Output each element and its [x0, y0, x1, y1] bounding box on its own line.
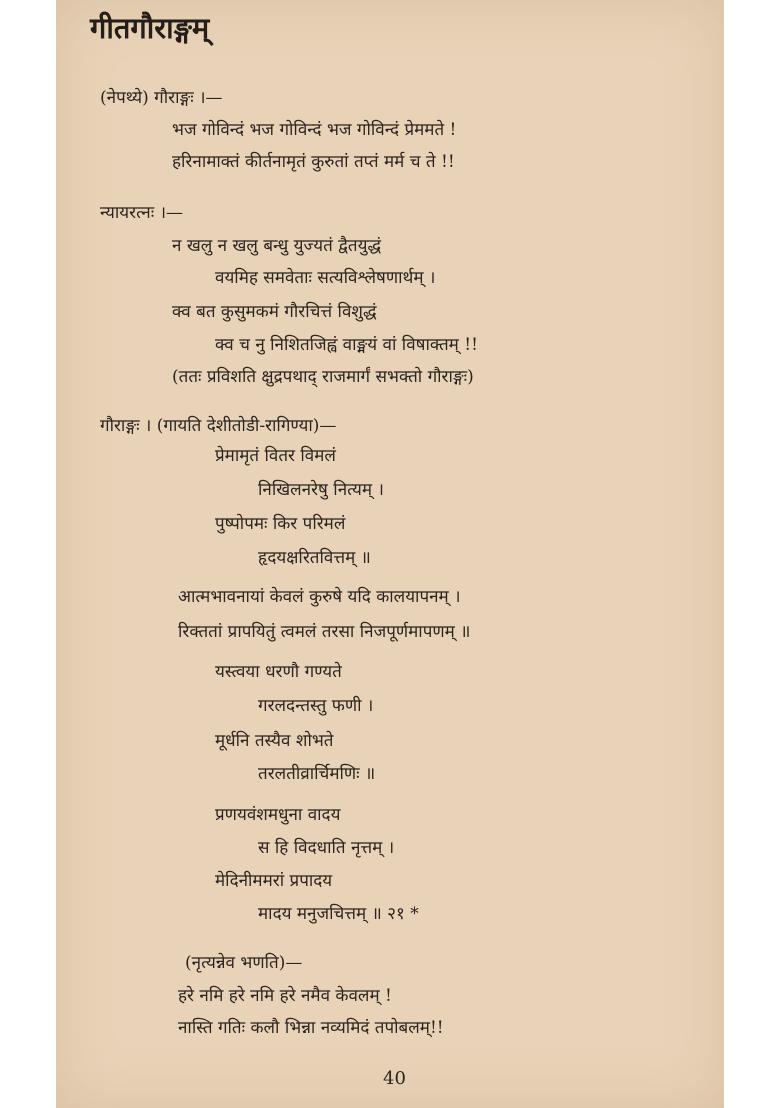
- verse-line: नास्ति गतिः कलौ भिन्ना नव्यमिदं तपोबलम्!!: [178, 1018, 444, 1038]
- song-line: रिक्ततां प्रापयितुं त्वमलं तरसा निजपूर्णमापणम् ॥: [178, 622, 471, 642]
- song-line: स हि विदधाति नृत्तम् ।: [258, 838, 395, 858]
- song-line: यस्त्वया धरणौ गण्यते: [215, 662, 342, 682]
- page-number: 40: [383, 1068, 406, 1089]
- song-line: हृदयक्षरितवित्तम् ॥: [258, 548, 371, 568]
- verse-line: क्व बत कुसुमकमं गौरचित्तं विशुद्धं: [172, 302, 377, 322]
- stage-direction: (नृत्यन्नेव भणति)—: [185, 953, 303, 973]
- song-line: गरलदन्तस्तु फणी ।: [258, 696, 374, 716]
- song-line: मेदिनीममरां प्रपादय: [215, 871, 333, 891]
- speaker-name: गौराङ्गः । (गायति देशीतोडी-रागिण्या)—: [100, 416, 337, 436]
- song-line: निखिलनरेषु नित्यम् ।: [258, 480, 384, 500]
- stage-direction: (ततः प्रविशति क्षुद्रपथाद् राजमार्गं सभक्तो गौराङ्गः): [172, 367, 474, 387]
- verse-line: वयमिह समवेताः सत्यविश्लेषणार्थम् ।: [215, 268, 436, 288]
- song-line: प्रणयवंशमधुना वादय: [215, 805, 341, 825]
- verse-line: न खलु न खलु बन्धु युज्यतं द्वैतयुद्धं: [172, 236, 382, 256]
- page-title: गीतगौराङ्गम्: [90, 11, 210, 45]
- verse-line: हरिनामाक्तं कीर्तनामृतं कुरुतां तप्तं मर्म च ते !!: [172, 152, 455, 172]
- song-line: पुष्पोपमः किर परिमलं: [215, 514, 346, 534]
- song-line: तरलतीव्रार्चिमणिः ॥: [258, 764, 376, 784]
- song-line: मूर्धनि तस्यैव शोभते: [215, 731, 334, 751]
- speaker-name: न्यायरत्नः ।—: [100, 203, 184, 223]
- verse-line: भज गोविन्दं भज गोविन्दं भज गोविन्दं प्रेममते !: [172, 120, 457, 140]
- song-line: आत्मभावनायां केवलं कुरुषे यदि कालयापनम् ।: [178, 587, 461, 607]
- stage-direction-offstage: (नेपथ्ये) गौराङ्गः ।—: [100, 88, 223, 108]
- verse-line: क्व च नु निशितजिह्वं वाङ्मयं वां विषाक्तम् !!: [215, 335, 478, 355]
- song-line: प्रेमामृतं वितर विमलं: [215, 446, 336, 466]
- song-line: मादय मनुजचित्तम् ॥ २१ *: [258, 904, 419, 924]
- verse-line: हरे नमि हरे नमि हरे नमैव केवलम् !: [178, 986, 392, 1006]
